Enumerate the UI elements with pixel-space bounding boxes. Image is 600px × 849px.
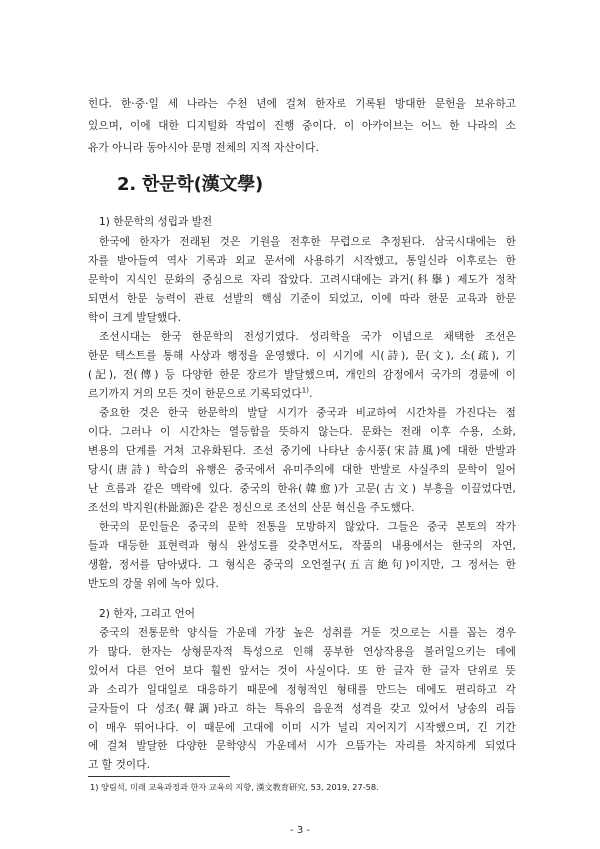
paragraph-line: 반도의 강물 위에 녹아 있다.: [88, 578, 220, 590]
paragraph-line: 문학이 지식인 문화의 중심으로 자리 잡았다. 고려시대에는 과거(科擧) 제도가 정착: [88, 274, 516, 286]
page-number: - 3 -: [290, 825, 310, 836]
footnote-text: 1) 양림석, 미래 교육과정과 한자 교육의 지향, 漢文教育研究, 53, 2019, 27-58.: [90, 782, 379, 792]
paragraph-line: 한문 텍스트를 통해 사상과 행정을 운영했다. 이 시기에 시(詩), 문(文), 소(疏), 기: [88, 350, 516, 362]
paragraph-line: 글자들이 다 성조(聲調)라고 하는 특유의 음운적 성격을 갖고 있어서 낭송의 리듬: [88, 703, 516, 715]
paragraph-line: 조선시대는 한국 한문학의 전성기였다. 성리학을 국가 이념으로 채택한 조선은: [99, 331, 516, 343]
paragraph-line: 중요한 것은 한국 한문학의 발달 시기가 중국과 비교하여 시간차를 가진다는 점: [99, 407, 516, 419]
sentence-end: .: [309, 388, 313, 400]
subsection-1-title: 1) 한문학의 성립과 발전: [99, 216, 213, 228]
section-heading: 2. 한문학(漢文學): [117, 174, 264, 195]
paragraph-line-with-footnote: [88, 386, 516, 401]
paragraph-line: 당시(唐詩) 학습의 유행은 중국에서 유미주의에 대한 반발로 사실주의 문학이 일어: [88, 464, 516, 476]
paragraph-line: 이 매우 뛰어나다. 이 때문에 고대에 이미 시가 널리 지어지기 시작했으며, 긴 기간: [88, 722, 516, 734]
footnote-separator: [88, 776, 230, 777]
subsection-2-title: 2) 한자, 그리고 언어: [99, 608, 195, 620]
paragraph-line: (記), 전(傳) 등 다양한 한문 장르가 발달했으며, 개인의 감정에서 국가의 경륜에 이: [88, 369, 516, 381]
paragraph-line: 되면서 한문 능력이 관료 선발의 핵심 기준이 되었고, 이에 따라 한문 교육과 한문: [88, 293, 516, 305]
paragraph-line: 자를 받아들여 역사 기록과 외교 문서에 사용하기 시작했고, 통일신라 이후로는 한: [88, 255, 516, 267]
paragraph-line: 난 흐름과 같은 맥락에 있다. 중국의 한유(韓愈)가 고문(古文) 부흥을 이끌었다면,: [88, 483, 516, 495]
intro-line-3: 유가 아니라 동아시아 문명 전체의 지적 자산이다.: [88, 142, 319, 154]
paragraph-line: 고 할 것이다.: [88, 759, 151, 771]
paragraph-line: 변용의 단계를 거쳐 고유화된다. 조선 중기에 나타난 송시풍(宋詩風)에 대한 반발과: [88, 445, 516, 457]
paragraph-line: 생활, 정서를 담아냈다. 그 형식은 중국의 오언절구(五言絶句)이지만, 그 정서는 한: [88, 559, 516, 571]
intro-line-1: 힌다. 한·중·일 세 나라는 수천 년에 걸쳐 한자로 기록된 방대한 문헌을 보유하고: [88, 98, 516, 110]
paragraph-line: 한국에 한자가 전래된 것은 기원을 전후한 무렵으로 추정된다. 삼국시대에는 한: [99, 236, 516, 248]
paragraph-line: 들과 대등한 표현력과 형식 완성도를 갖추면서도, 작품의 내용에서는 한국의 자연,: [88, 540, 516, 552]
paragraph-text: 르기까지 거의 모든 것이 한문으로 기록되었다: [88, 388, 302, 400]
paragraph-line: 가 많다. 한자는 상형문자적 특성으로 인해 풍부한 연상작용을 불러일으키는 데에: [88, 646, 516, 658]
paragraph-line: 이다. 그러나 이 시간차는 열등함을 뜻하지 않는다. 문화는 전래 이후 수용, 소화,: [88, 426, 516, 438]
footnote-marker[interactable]: 1): [301, 386, 310, 395]
paragraph-line: 과 소리가 일대일로 대응하기 때문에 정형적인 형태를 만드는 데에도 편리하고 각: [88, 684, 516, 696]
paragraph-line: 학이 크게 발달했다.: [88, 312, 182, 324]
intro-line-2: 있으며, 이에 대한 디지털화 작업이 진행 중이다. 이 아카이브는 어느 한 나라의 소: [88, 120, 516, 132]
paragraph-line: 에 걸쳐 발달한 다양한 문학양식 가운데서 시가 으뜸가는 자리를 차지하게 되었다: [88, 740, 516, 752]
paragraph-line: 중국의 전통문학 양식들 가운데 가장 높은 성취를 거둔 것으로는 시를 꼽는 경우: [99, 627, 516, 639]
paragraph-line: 한국의 문인들은 중국의 문학 전통을 모방하지 않았다. 그들은 중국 본토의 작가: [99, 521, 516, 533]
paragraph-line: 있어서 다른 언어 보다 훨씬 앞서는 것이 사실이다. 또 한 글자 한 글자 단위로 뜻: [88, 665, 516, 677]
paragraph-line: 조선의 박지원(朴趾源)은 같은 정신으로 조선의 산문 혁신을 주도했다.: [88, 502, 415, 514]
